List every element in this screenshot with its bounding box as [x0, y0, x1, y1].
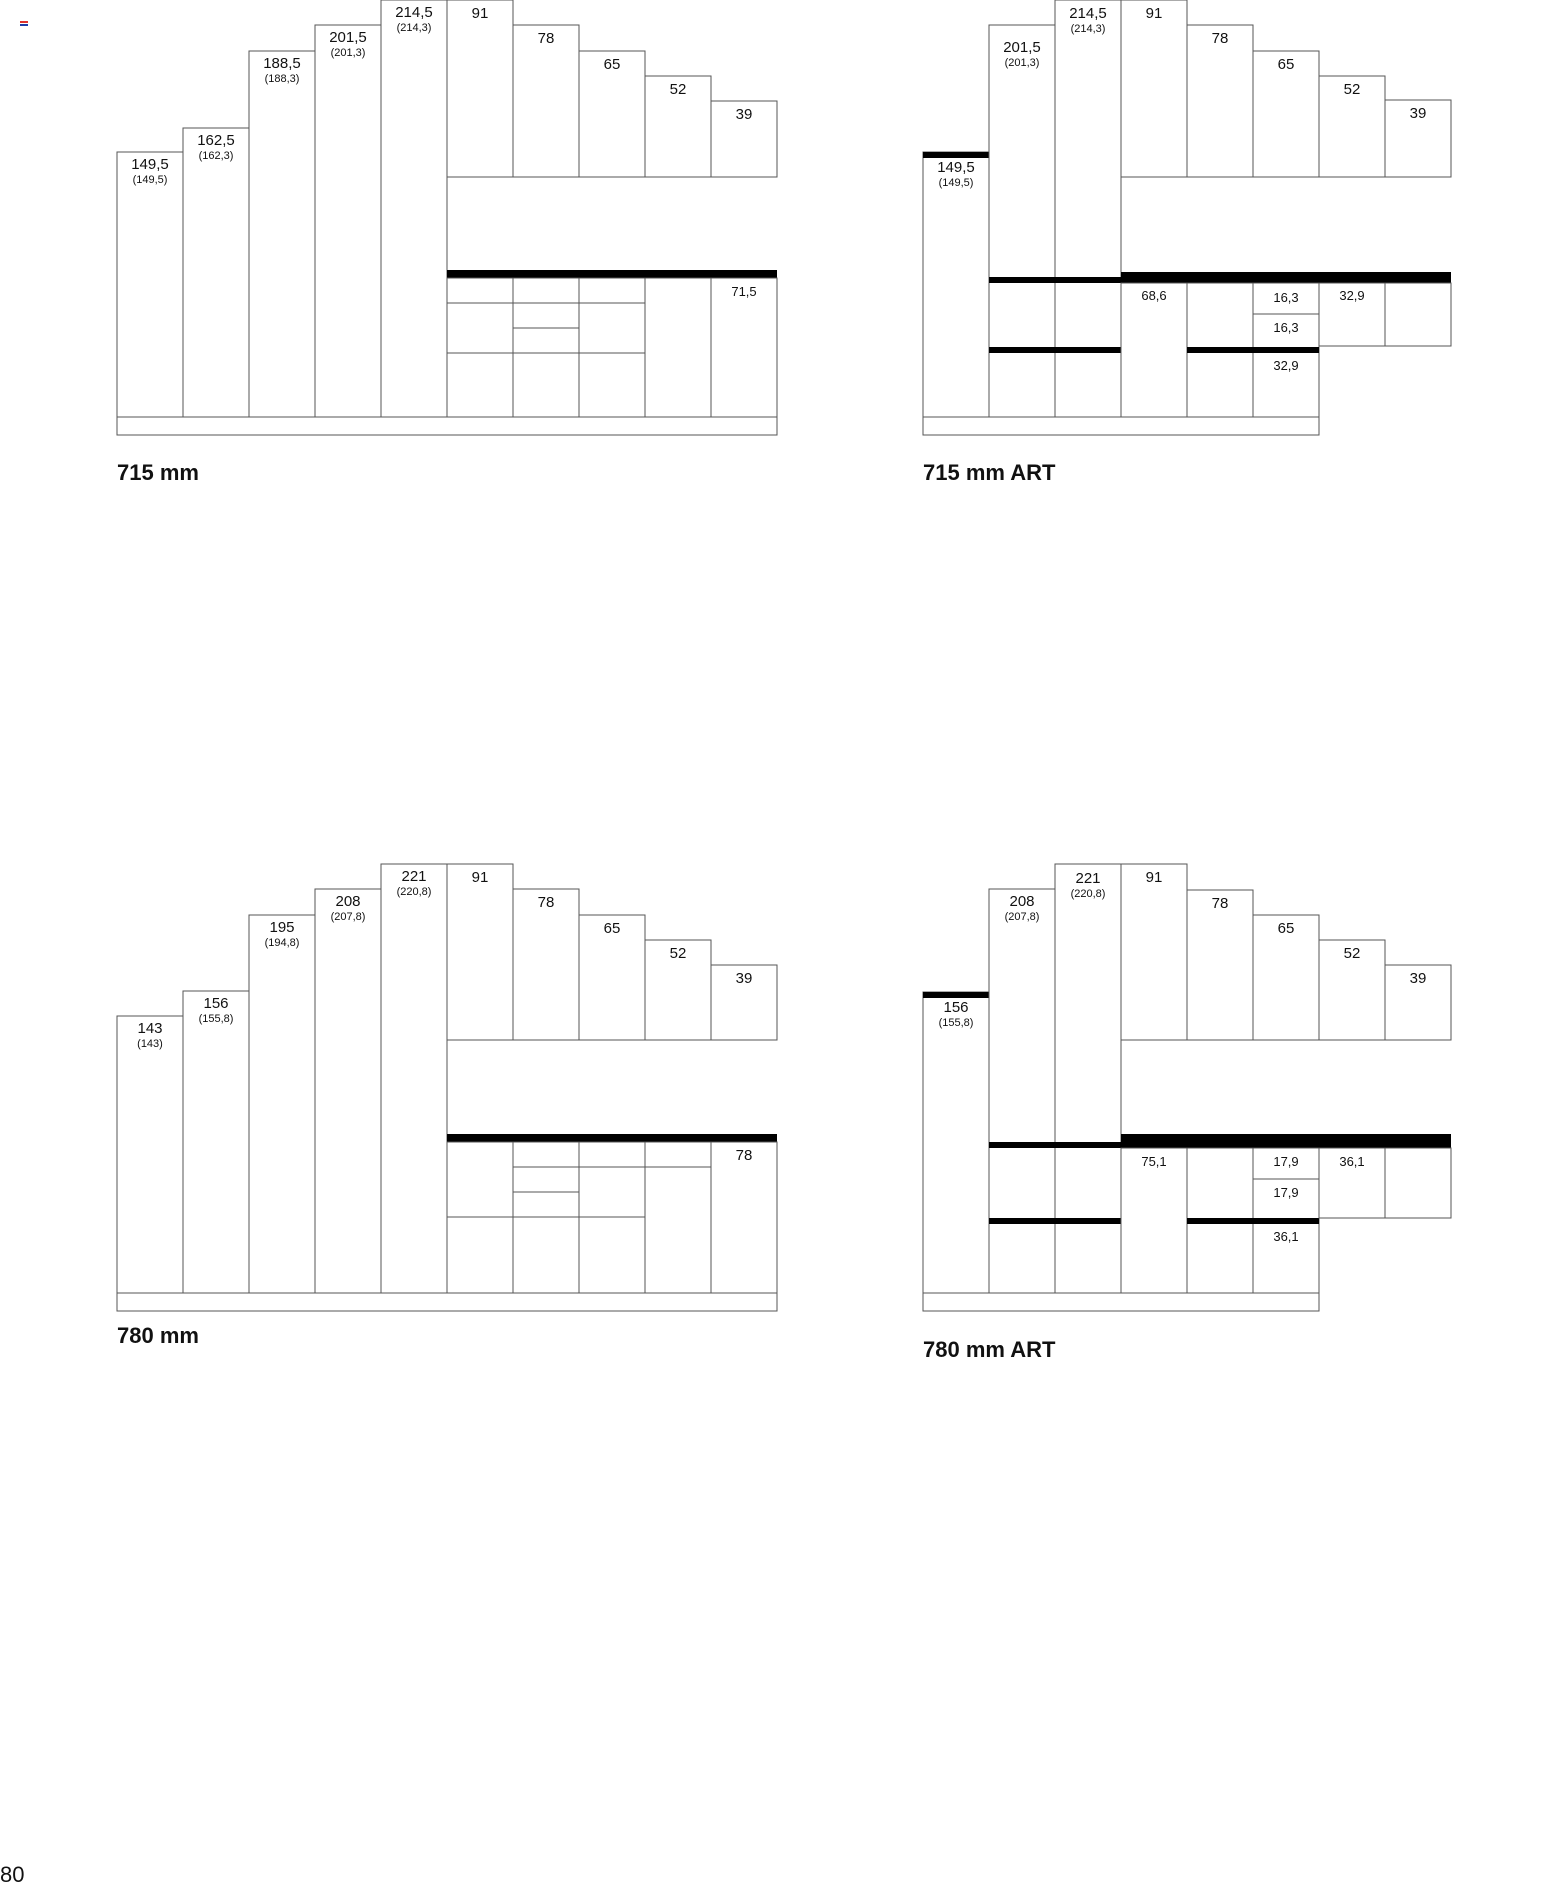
- base-unit: [711, 1142, 777, 1293]
- wall-cabinet-label: 91: [1145, 5, 1163, 22]
- wall-cabinet-label: 78: [1211, 895, 1229, 912]
- tall-column: [1055, 864, 1121, 1293]
- wall-cabinet: [1187, 890, 1253, 1040]
- tall-column-label-value: 208: [1009, 893, 1035, 910]
- tall-column: [249, 51, 315, 417]
- tall-column-label-value: 156: [203, 995, 229, 1012]
- tall-column-label-sub-value: (194,8): [264, 937, 300, 949]
- wall-cabinet-label: 78: [537, 30, 555, 47]
- plinth: [117, 1293, 777, 1311]
- tall-column-label-sub-value: (162,3): [198, 150, 234, 162]
- diagram-title-780: 780 mm: [117, 1323, 199, 1348]
- tall-column: [117, 152, 183, 417]
- wall-cabinet-label: 78: [1211, 30, 1229, 47]
- wall-cabinet: [447, 864, 513, 1040]
- wall-cabinet-label: 65: [1277, 920, 1295, 937]
- tall-column: [315, 25, 381, 417]
- tall-column: [989, 889, 1055, 1293]
- drawer-height-label: 16,3: [1273, 320, 1299, 335]
- wall-cabinet-label: 52: [669, 81, 687, 98]
- tall-column-label-value: 149,5: [131, 156, 169, 173]
- wall-cabinet-label: 91: [471, 5, 489, 22]
- base-unit: [645, 278, 711, 417]
- base-unit: [447, 278, 513, 417]
- shelf-bar: [989, 347, 1121, 353]
- tall-column-label-sub-value: (207,8): [1004, 911, 1040, 923]
- tall-column-label-sub-value: (220,8): [1070, 888, 1106, 900]
- tall-column-label-value: 149,5: [937, 159, 975, 176]
- tall-column-label-value: 195: [269, 919, 295, 936]
- plinth: [923, 417, 1319, 435]
- tall-column: [1055, 0, 1121, 417]
- wall-cabinet: [1121, 864, 1187, 1040]
- tall-column: [183, 128, 249, 417]
- base-height-label: 32,9: [1339, 288, 1365, 303]
- tall-column-label-sub-value: (143): [137, 1038, 163, 1050]
- tall-column-label-sub-value: (155,8): [938, 1017, 974, 1029]
- wall-cabinet: [513, 25, 579, 177]
- tall-column-label-value: 214,5: [1069, 5, 1107, 22]
- tall-column-cap: [923, 992, 989, 998]
- diagram-title-780-art: 780 mm ART: [923, 1337, 1056, 1362]
- tall-column-label-sub-value: (149,5): [132, 174, 168, 186]
- base-height-label: 75,1: [1141, 1154, 1167, 1169]
- tall-column: [923, 152, 989, 417]
- tall-column-label-value: 201,5: [329, 29, 367, 46]
- base-unit-short: [1385, 1148, 1451, 1218]
- wall-cabinet: [1121, 0, 1187, 177]
- shelf-bar: [989, 1142, 1121, 1148]
- tall-column-label-sub-value: (214,3): [396, 22, 432, 34]
- base-unit: [645, 1142, 711, 1293]
- drawer-height-label: 17,9: [1273, 1154, 1299, 1169]
- wall-cabinet-label: 65: [1277, 56, 1295, 73]
- tall-column-label-sub-value: (214,3): [1070, 23, 1106, 35]
- plinth: [923, 1293, 1319, 1311]
- wall-cabinet-label: 65: [603, 56, 621, 73]
- tall-column-label-sub-value: (201,3): [330, 47, 366, 59]
- wall-cabinet-label: 52: [669, 945, 687, 962]
- tall-column-label-sub-value: (201,3): [1004, 57, 1040, 69]
- drawer-bar: [1187, 347, 1319, 353]
- wall-cabinet: [1187, 25, 1253, 177]
- tall-column-label-value: 221: [1075, 870, 1101, 887]
- base-unit: [579, 278, 645, 417]
- wall-cabinet-label: 78: [537, 894, 555, 911]
- tall-column: [989, 25, 1055, 417]
- worktop: [447, 270, 777, 278]
- tall-column-label-value: 214,5: [395, 4, 433, 21]
- wall-cabinet-label: 91: [1145, 869, 1163, 886]
- tall-column-label-sub-value: (207,8): [330, 911, 366, 923]
- wall-cabinet-label: 39: [735, 970, 753, 987]
- tall-column: [923, 992, 989, 1293]
- wall-cabinet: [513, 889, 579, 1040]
- wall-cabinet-label: 91: [471, 869, 489, 886]
- wall-cabinet: [447, 0, 513, 177]
- tall-column: [381, 864, 447, 1293]
- worktop: [1121, 272, 1451, 283]
- tall-column: [249, 915, 315, 1293]
- wall-cabinet-label: 52: [1343, 945, 1361, 962]
- drawer-height-label: 32,9: [1273, 358, 1299, 373]
- drawer-height-label: 16,3: [1273, 290, 1299, 305]
- tall-column-label-value: 221: [401, 868, 427, 885]
- tall-column-label-value: 208: [335, 893, 361, 910]
- plinth: [117, 417, 777, 435]
- tall-column: [117, 1016, 183, 1293]
- wall-cabinet-label: 39: [735, 106, 753, 123]
- wall-cabinet-label: 65: [603, 920, 621, 937]
- base-height-label: 71,5: [731, 284, 757, 299]
- tall-column-label-value: 188,5: [263, 55, 301, 72]
- tall-column-label-sub-value: (155,8): [198, 1013, 234, 1025]
- base-unit: [1121, 1148, 1187, 1293]
- worktop: [1121, 1134, 1451, 1148]
- base-height-label: 36,1: [1339, 1154, 1365, 1169]
- tall-column: [381, 0, 447, 417]
- diagram-title-715: 715 mm: [117, 460, 199, 485]
- tall-column: [183, 991, 249, 1293]
- wall-cabinet-label: 39: [1409, 970, 1427, 987]
- worktop: [447, 1134, 777, 1142]
- shelf-bar: [989, 277, 1121, 283]
- base-unit-short: [1385, 283, 1451, 346]
- base-height-label: 78: [735, 1147, 753, 1164]
- tall-column-label-sub-value: (149,5): [938, 177, 974, 189]
- diagram-title-715-art: 715 mm ART: [923, 460, 1056, 485]
- tall-column: [315, 889, 381, 1293]
- shelf-bar: [989, 1218, 1121, 1224]
- base-height-label: 68,6: [1141, 288, 1167, 303]
- page-number: 80: [0, 1862, 25, 1887]
- drawer-height-label: 36,1: [1273, 1229, 1299, 1244]
- tall-column-cap: [923, 152, 989, 158]
- wall-cabinet-label: 52: [1343, 81, 1361, 98]
- tall-column-label-value: 162,5: [197, 132, 235, 149]
- drawer-height-label: 17,9: [1273, 1185, 1299, 1200]
- drawer-bar: [1187, 1218, 1319, 1224]
- tall-column-label-value: 201,5: [1003, 39, 1041, 56]
- tall-column-label-sub-value: (188,3): [264, 73, 300, 85]
- base-unit: [1121, 283, 1187, 417]
- tall-column-label-value: 143: [137, 1020, 163, 1037]
- tall-column-label-sub-value: (220,8): [396, 886, 432, 898]
- tall-column-label-value: 156: [943, 999, 969, 1016]
- base-unit: [513, 278, 579, 417]
- wall-cabinet-label: 39: [1409, 105, 1427, 122]
